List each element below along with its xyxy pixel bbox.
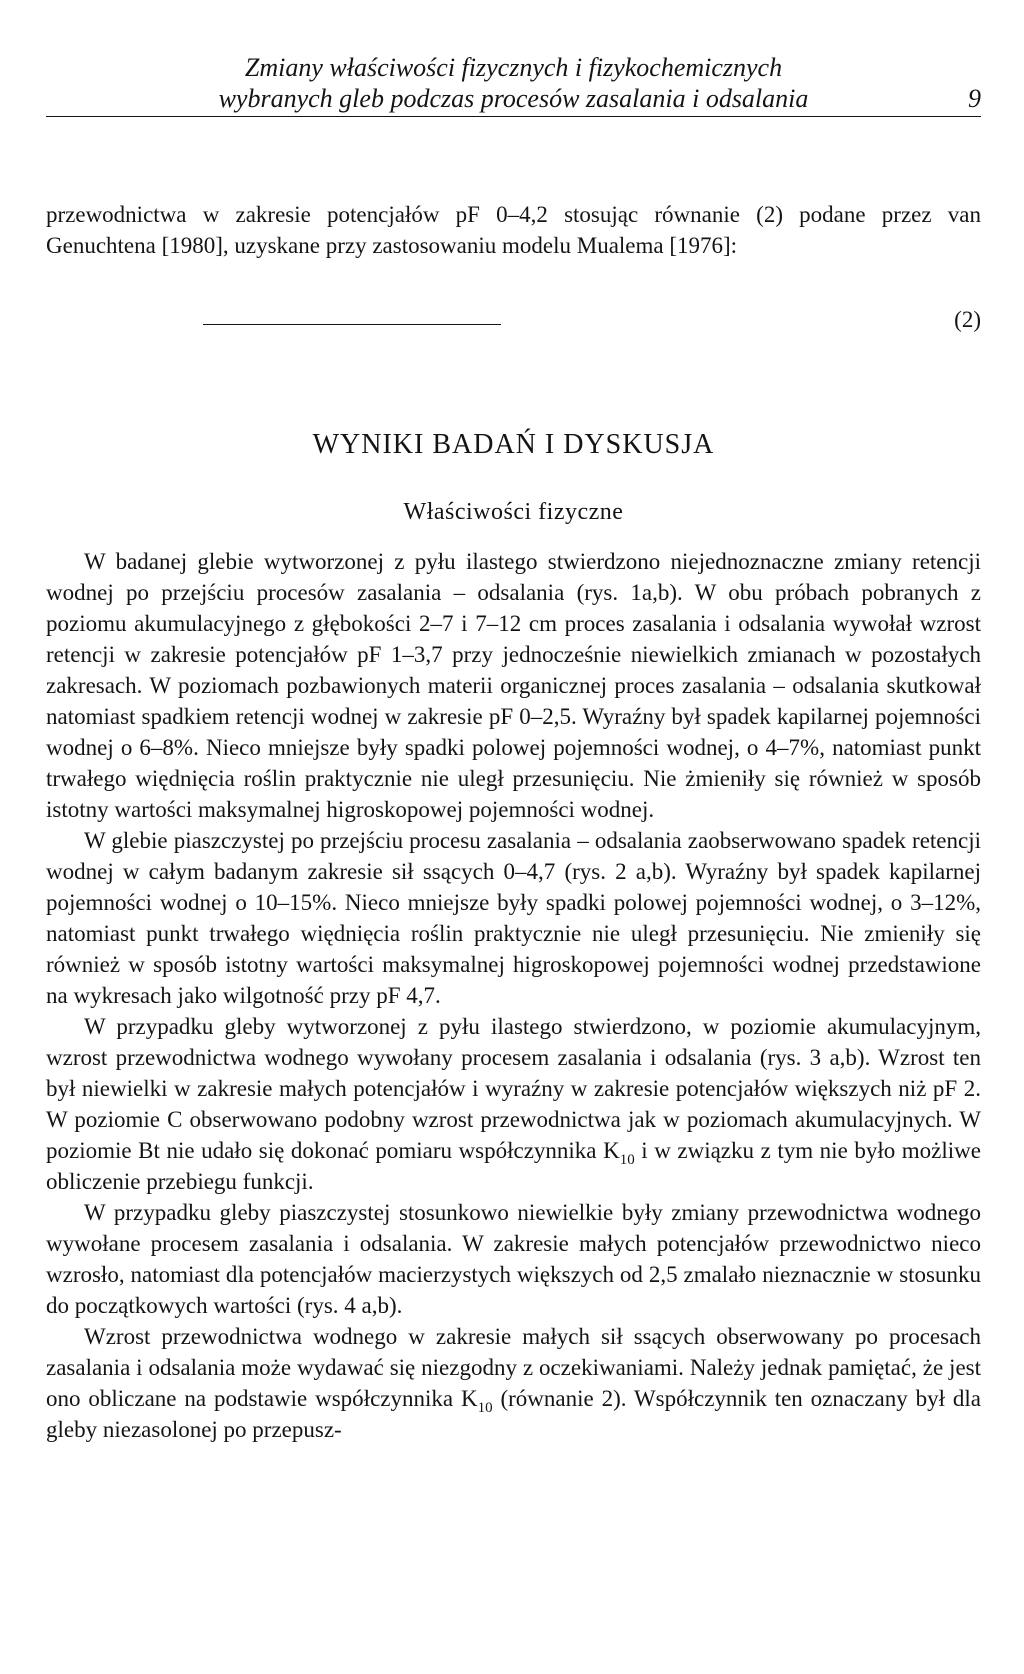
section-title: WYNIKI BADAŃ I DYSKUSJA: [312, 429, 715, 460]
k10-subscript: 10: [619, 1152, 635, 1168]
paragraph-4: W przypadku gleby piaszczystej stosunkowo niewielkie były zmiany przewodnictwa wodnego wywołane procesem zasalania i odsalania. W zakresie małych potencjałów przewodnictwo nieco wzrosło, natomiast dla potencjałów macierzystych większych od 2,5 zmalało nieznacznie w stosunku do początkowych wartości (rys. 4 a,b).: [46, 1200, 981, 1318]
paragraph-5-text-a: Wzrost przewodnictwa wodnego w zakresie małych sił ssących obserwowany po procesach zasalania i odsalania może wydawać się niezgodny z oczekiwaniami. Należy jednak pamiętać, że jest ono obliczane na podstawie współczynnika K: [46, 1324, 981, 1411]
intro-paragraph: przewodnictwa w zakresie potencjałów pF 0–4,2 stosując równanie (2) podane przez van Genuchtena [1980], uzyskane przy zastosowaniu modelu Mualema [1976]:: [46, 202, 981, 258]
paragraph-3-text-a: W przypadku gleby wytworzonej z pyłu ilastego stwierdzono, w poziomie akumulacyjnym, wzrost przewodnictwa wodnego wywołany procesem zasalania i odsalania (rys. 3 a,b). Wzrost ten był niewielki w zakresie małych potencjałów i wyraźny w zakresie potencjałów większych niż pF 2. W poziomie C obserwowano podobny wzrost przewodnictwa jak w poziomach akumulacyjnych. W poziomie Bt nie udało się dokonać pomiaru współczynnika K: [46, 1014, 981, 1163]
running-head: [46, 52, 981, 114]
paragraph-5-text-b: (równanie 2). Współczynnik ten oznaczany był dla gleby niezasolonej po przepusz-: [46, 1386, 981, 1442]
paragraph-3-text-b: i w związku z tym nie było możliwe obliczenie przebiegu funkcji.: [46, 1138, 981, 1194]
running-head-line-1: Zmiany właściwości fizycznych i fizykochemicznych: [244, 53, 783, 82]
equation: [46, 303, 981, 347]
equation-fraction-line: [203, 324, 501, 325]
paragraph-3: [46, 1011, 981, 1197]
paragraph-2: W glebie piaszczystej po przejściu procesu zasalania – odsalania zaobserwowano spadek retencji wodnej w całym badanym zakresie sił ssących 0–4,7 (rys. 2 a,b). Wyraźny był spadek kapilarnej pojemności wodnej o 10–15%. Nieco mniejsze były spadki polowej pojemności wodnej, o 3–12%, natomiast punkt trwałego więdnięcia roślin praktycznie nie uległ przesunięciu. Nie zmieniły się również w sposób istotny wartości maksymalnej higroskopowej pojemności wodnej przedstawione na wykresach jako wilgotność przy pF 4,7.: [46, 828, 981, 1008]
running-head-line-2: wybranych gleb podczas procesów zasalania i odsalania: [218, 84, 809, 113]
paragraph-1: W badanej glebie wytworzonej z pyłu ilastego stwierdzono niejednoznaczne zmiany retencji wodnej po przejściu procesów zasalania – odsalania (rys. 1a,b). W obu próbach pobranych z poziomu akumulacyjnego z głębokości 2–7 i 7–12 cm proces zasalania i odsalania wywołał wzrost retencji w zakresie potencjałów pF 1–3,7 przy jednocześnie niewielkich zmianach w pozostałych zakresach. W poziomach pozbawionych materii organicznej proces zasalania – odsalania skutkował natomiast spadkiem retencji wodnej w zakresie pF 0–2,5. Wyraźny był spadek kapilarnej pojemności wodnej o 6–8%. Nieco mniejsze były spadki polowej pojemności wodnej, o 4–7%, natomiast punkt trwałego więdnięcia roślin praktycznie nie uległ przesunięciu. Nie żmieniły się również w sposób istotny wartości maksymalnej higroskopowej pojemności wodnej.: [46, 549, 981, 822]
equation-number: (2): [954, 307, 981, 332]
page: [46, 52, 981, 1445]
paragraph-5: [46, 1321, 981, 1445]
header-rule: [46, 116, 981, 117]
subsection-title: Właściwości fizyczne: [403, 499, 624, 525]
k10-subscript: 10: [477, 1400, 493, 1416]
page-number: 9: [968, 84, 981, 113]
